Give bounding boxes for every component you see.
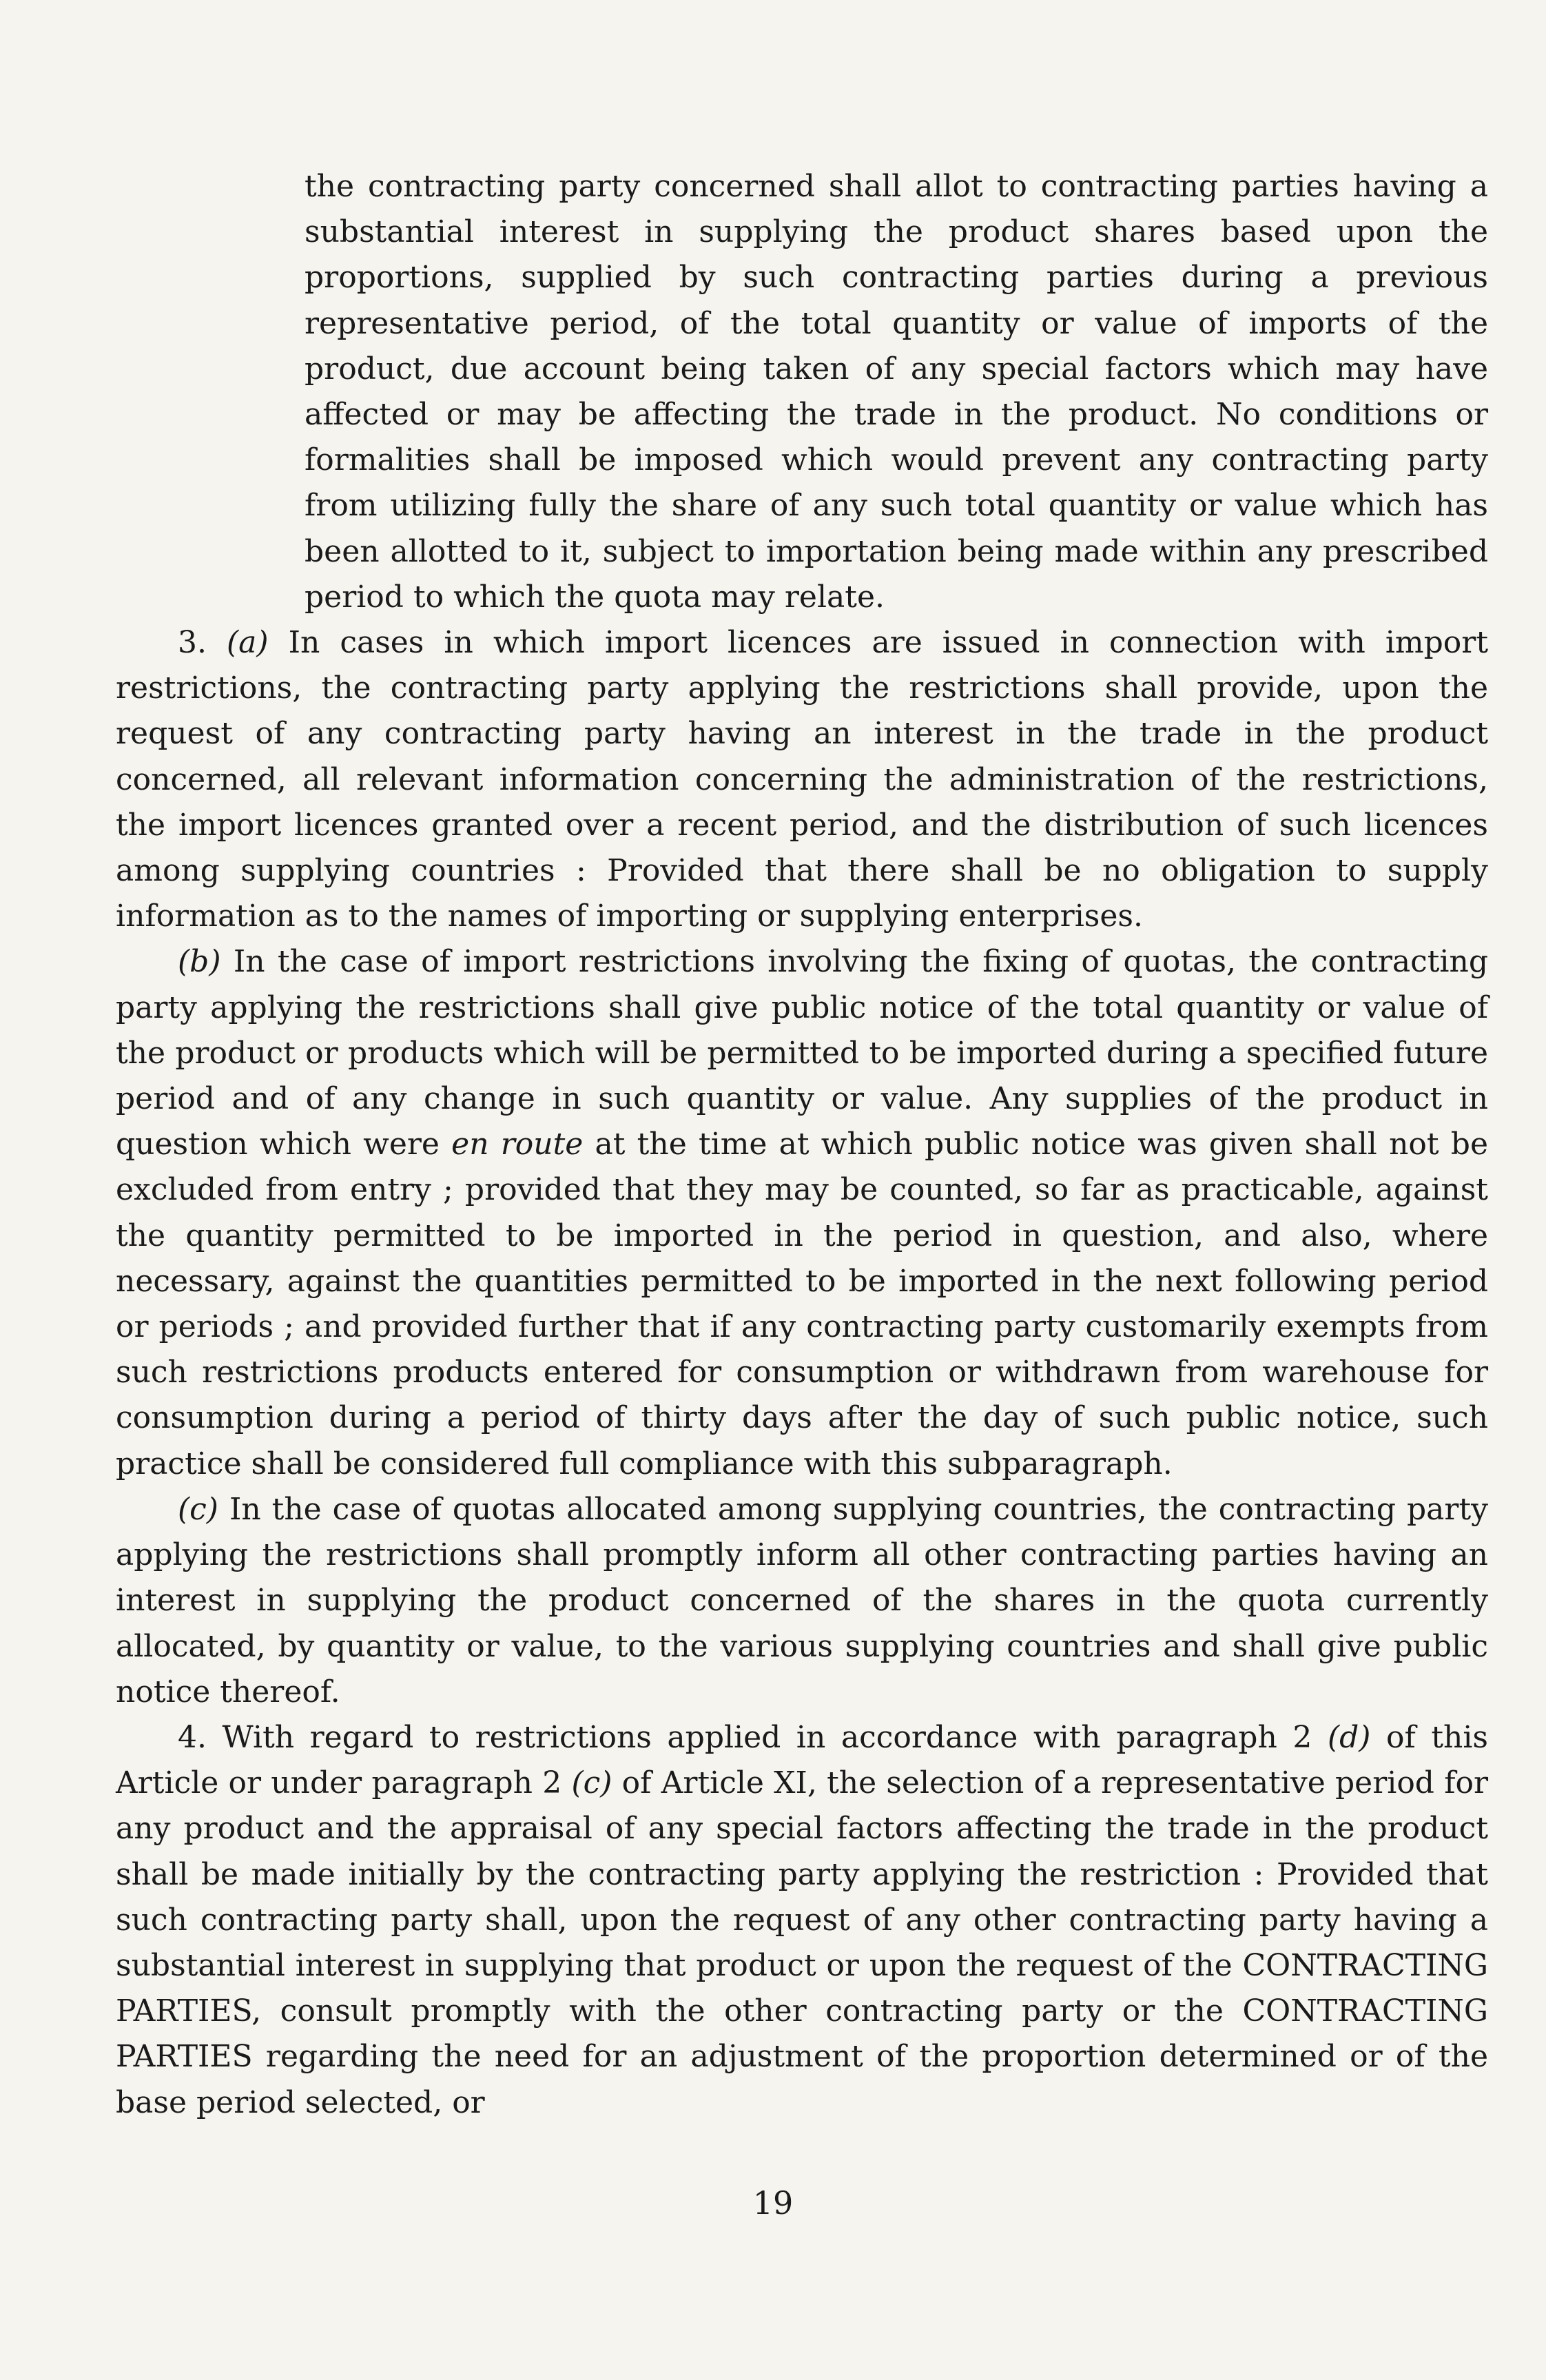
paragraph-4-ref-c: (c) [571,1765,612,1801]
paragraph-4-text-after: of Article XI, the selection of a representative period for any product and the appraisal of any special factors affecting the trade in the product shall be made initially by the contracting party applying the restriction : Provided that such contracting party shall, upon the request of any other contracting party having a substantial interest in supplying that product or upon the request of the CONTRACTING PARTIES, consult promptly with the other contracting party or the CONTRACTING PARTIES regarding the need for an adjustment of the proportion determined or of the base period selected, or [116,1765,1488,2120]
paragraph-4-number: 4. [178,1719,207,1755]
paragraph-4-text-before: With regard to restrictions applied in accordance with paragraph 2 [206,1719,1328,1755]
page-number: 19 [752,2184,794,2222]
paragraph-3a-text: In cases in which import licences are issued in connection with import restrictions, the contracting party applying the restrictions shall provide, upon the request of any contracting party having an interest in the trade in the product concerned, all relevant information concerning the administration of the restrictions, the import licences granted over a recent period, and the distribution of such licences among supplying countries : Provided that there shall be no obligation to supply information as to the names of importing or supplying enterprises. [116,625,1489,934]
continuation-text: the contracting party concerned shall allot to contracting parties having a substantial interest in supplying the product shares based upon the proportions, supplied by such contracting parties during a previous representative period, of the total quantity or value of imports of the product, due account being taken of any special factors which may have affected or may be affecting the trade in the product. No conditions or formalities shall be imposed which would prevent any contracting party from utilizing fully the share of any such total quantity or value which has been allotted to it, subject to importation being made within any prescribed period to which the quota may relate. [305,169,1488,615]
continuation-paragraph [305,164,1488,620]
paragraph-3b-text-before: In the case of import restrictions involving the fixing of quotas, the contracting party applying the restrictions shall give public notice of the total quantity or value of the product or products which will be permitted to be imported during a specified future period and of any change in such quantity or value. Any supplies of the product in question which were [116,944,1488,1162]
paragraph-4-text-mid: of this Article or under paragraph 2 [116,1719,1489,1801]
paragraph-3c [116,1487,1488,1715]
paragraph-3b-italic-phrase: en route [451,1127,584,1162]
paragraph-3c-label: (c) [178,1491,218,1527]
paragraph-3c-text: In the case of quotas allocated among supplying countries, the contracting party applying the restrictions shall promptly inform all other contracting parties having an interest in supplying the product concerned of the shares in the quota currently allocated, by quantity or value, to the various supplying countries and shall give public notice thereof. [116,1491,1488,1710]
document-page [116,164,1488,2126]
paragraph-3b [116,939,1488,1486]
paragraph-4-ref-d: (d) [1327,1719,1371,1755]
paragraph-3b-text-after: at the time at which public notice was given shall not be excluded from entry ; provided that they may be counted, so far as practicable, against the quantity permitted to be imported in the period in question, and also, where necessary, against the quantities permitted to be imported in the next following period or periods ; and provided further that if any contracting party customarily exempts from such restrictions products entered for consumption or withdrawn from warehouse for consumption during a period of thirty days after the day of such public notice, such practice shall be considered full compliance with this subparagraph. [116,1127,1488,1481]
paragraph-3a [116,620,1488,939]
paragraph-3b-label: (b) [178,944,221,980]
paragraph-3a-label: (a) [227,625,269,661]
paragraph-3-number: 3. [178,625,227,661]
paragraph-4 [116,1715,1488,2126]
